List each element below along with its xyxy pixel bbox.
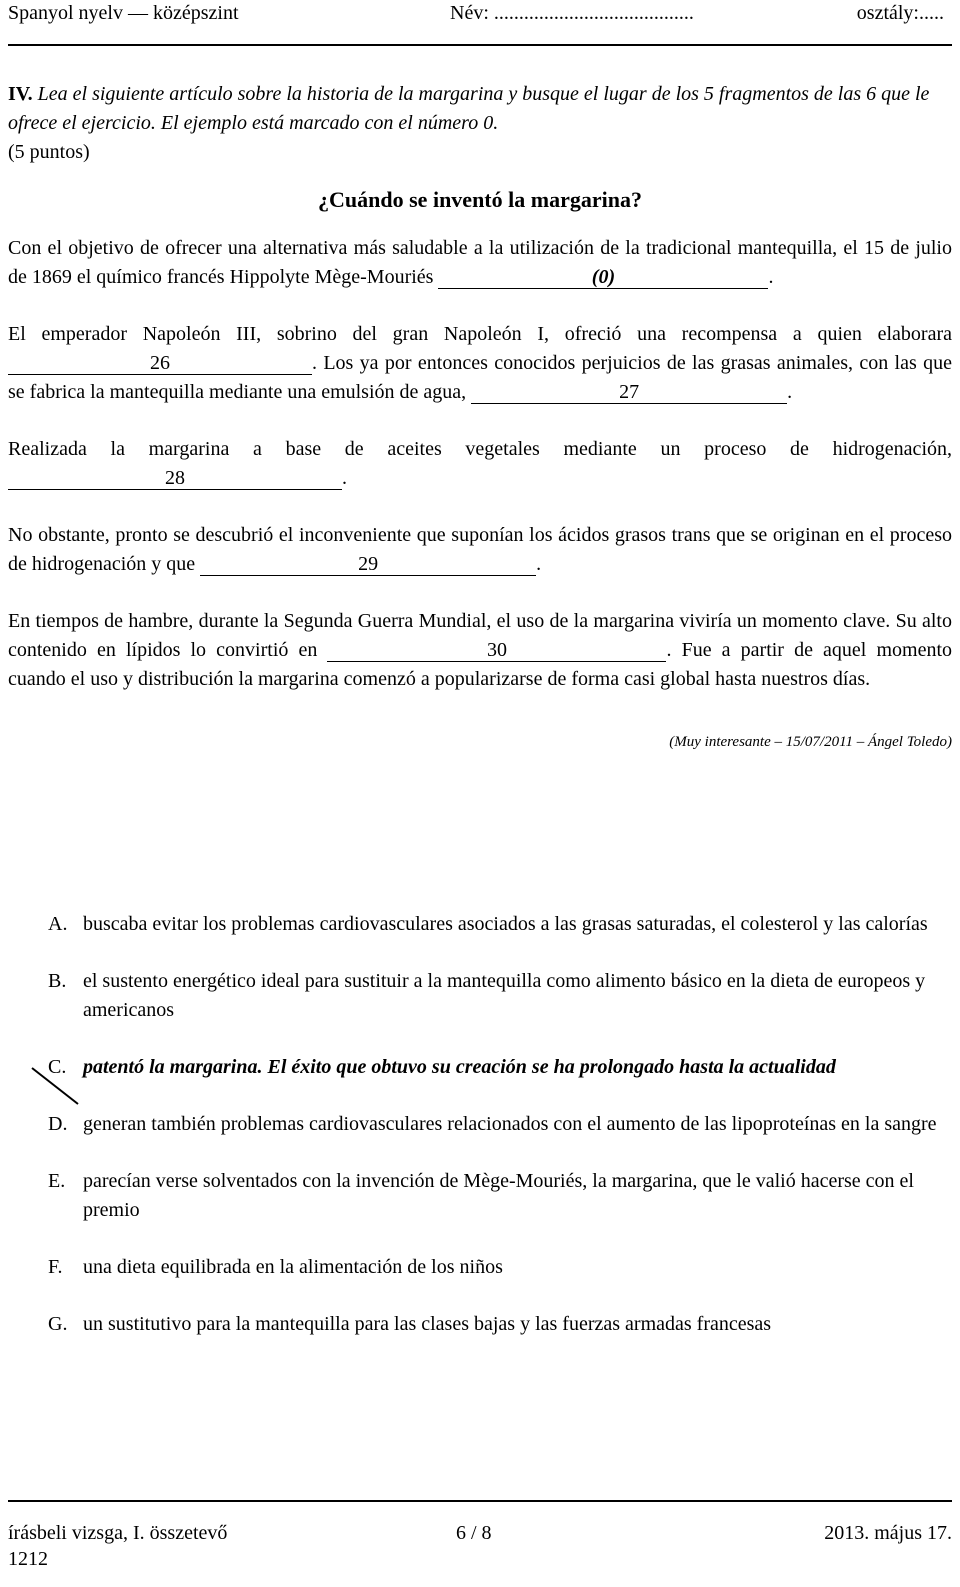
gap-30[interactable]: 30: [327, 639, 666, 662]
gap-26[interactable]: 26: [8, 352, 312, 375]
page-footer: [8, 1500, 952, 1570]
options-list: [48, 910, 950, 1367]
option-a: [48, 910, 950, 939]
option-text: el sustento energético ideal para sustituir a la mantequilla como alimento básico en la dieta de europeos y americanos: [83, 970, 926, 1021]
option-letter: E.: [48, 1170, 66, 1192]
article-section: [8, 80, 952, 757]
period: .: [768, 266, 774, 288]
article-source: (Muy interesante – 15/07/2011 – Ángel Toledo): [669, 734, 952, 750]
option-text: buscaba evitar los problemas cardiovasculares asociados a las grasas saturadas, el colesterol y las calorías: [83, 913, 928, 935]
task-number: IV.: [8, 83, 33, 105]
paragraph-text: Con el objetivo de ofrecer una alternativa más saludable a la utilización de la tradicional mantequilla, el 15 de julio de 1869 el químico francés Hippolyte Mège-Mouriés: [8, 237, 952, 288]
paragraph-text: No obstante, pronto se descubrió el inconveniente que suponían los ácidos grasos trans que se originan en el proceso de hidrogenación y que: [8, 524, 952, 575]
task-instruction: [8, 80, 952, 138]
option-letter: F.: [48, 1256, 63, 1278]
header-name-field: Név: ........................................: [450, 2, 694, 24]
footer-date: 2013. május 17.: [824, 1522, 952, 1544]
footer-page-number: 6 / 8: [456, 1522, 492, 1544]
article-paragraph-1: [8, 234, 952, 292]
option-letter: C.: [48, 1056, 67, 1078]
paragraph-text: . Los ya por entonces conocidos perjuicios de las grasas animales, con las que se fabrica la mantequilla mediante una emulsión de agua,: [8, 352, 952, 403]
period: .: [342, 467, 347, 489]
option-f: [48, 1253, 950, 1282]
option-text: un sustitutivo para la mantequilla para las clases bajas y las fuerzas armadas francesas: [83, 1313, 772, 1335]
period: .: [536, 553, 542, 575]
option-g: [48, 1310, 950, 1339]
gap-28[interactable]: 28: [8, 467, 342, 490]
option-text: una dieta equilibrada en la alimentación de los niños: [83, 1256, 503, 1278]
option-b: [48, 967, 950, 1025]
article-paragraph-4: [8, 521, 952, 579]
footer-exam-label: írásbeli vizsga, I. összetevő: [8, 1522, 228, 1544]
period: .: [787, 381, 793, 403]
article-paragraph-5: [8, 607, 952, 694]
header-subject: Spanyol nyelv — középszint: [8, 2, 239, 24]
task-text: Lea el siguiente artículo sobre la historia de la margarina y busque el lugar de los 5 fragmentos de las 6 que le ofrece el ejercicio. El ejemplo está marcado con el número 0.: [8, 83, 930, 134]
option-text: parecían verse solventados con la invención de Mège-Mouriés, la margarina, que le valió hacerse con el premio: [83, 1170, 914, 1221]
option-d: [48, 1110, 950, 1139]
gap-27[interactable]: 27: [471, 381, 787, 404]
paragraph-text: . Fue a partir de aquel momento cuando el uso y distribución la margarina comenzó a popularizarse de forma casi global hasta nuestros días.: [8, 639, 953, 690]
gap-29[interactable]: 29: [200, 553, 536, 576]
page-header: [8, 0, 952, 46]
gap-0-example: (0): [438, 266, 768, 289]
option-c-example: [48, 1053, 950, 1082]
task-points: (5 puntos): [8, 141, 90, 163]
paragraph-text: En tiempos de hambre, durante la Segunda Guerra Mundial, el uso de la margarina viviría un momento clave. Su alto contenido en lípidos lo convirtió en: [8, 610, 952, 661]
paragraph-text: El emperador Napoleón III, sobrino del gran Napoleón I, ofreció una recompensa a quien elaborara: [8, 323, 952, 345]
option-e: [48, 1167, 950, 1225]
option-letter: B.: [48, 970, 67, 992]
option-text: patentó la margarina. El éxito que obtuvo su creación se ha prolongado hasta la actualidad: [83, 1056, 836, 1078]
option-letter: D.: [48, 1113, 68, 1135]
option-letter: G.: [48, 1313, 68, 1335]
article-title: ¿Cuándo se inventó la margarina?: [318, 187, 642, 212]
option-letter: A.: [48, 913, 68, 935]
footer-code: 1212: [8, 1548, 48, 1570]
header-class-field: osztály:.....: [856, 2, 944, 24]
paragraph-text: Realizada la margarina a base de aceites vegetales mediante un proceso de hidrogenación,: [8, 438, 952, 460]
article-paragraph-2: [8, 320, 952, 407]
option-text: generan también problemas cardiovasculares relacionados con el aumento de las lipoproteínas en la sangre: [83, 1113, 937, 1135]
article-paragraph-3: [8, 435, 952, 493]
